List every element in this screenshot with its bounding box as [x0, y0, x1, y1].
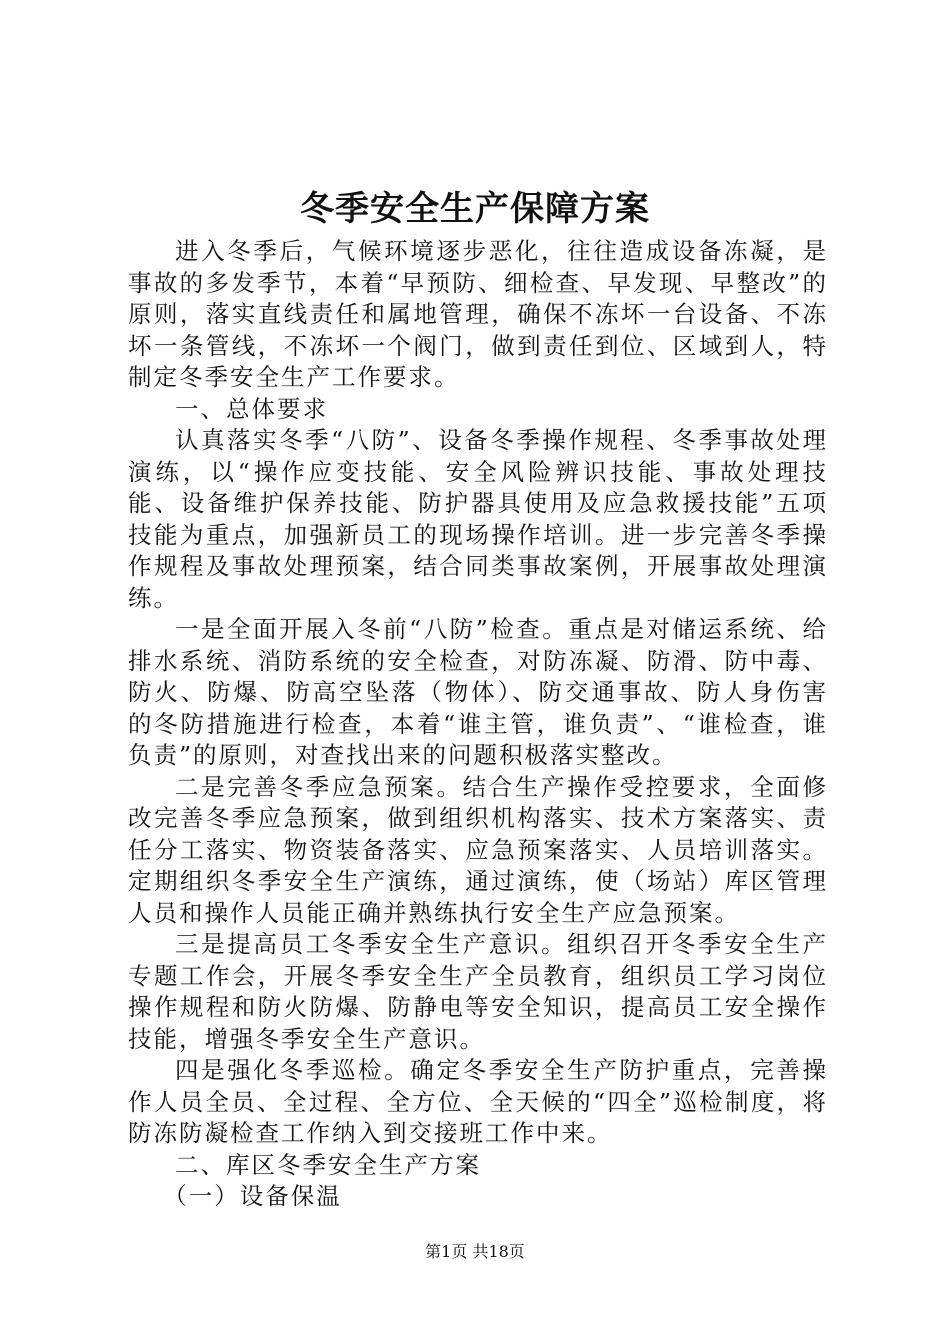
paragraph-intro: 进入冬季后，气候环境逐步恶化，往往造成设备冻凝，是事故的多发季节，本着“早预防、细检查、早发现、早整改”的原则，落实直线责任和属地管理，确保不冻坏一台设备、不冻坏一条管线，不冻坏一个阀门，做到责任到位、区域到人，特制定冬季安全生产工作要求。 — [128, 237, 828, 391]
subheading-equipment-insulation: （一）设备保温 — [163, 1182, 342, 1210]
document-body — [128, 236, 828, 1213]
heading-general-requirements: 一、总体要求 — [175, 394, 328, 423]
paragraph-point-three: 三是提高员工冬季安全生产意识。组织召开冬季安全生产专题工作会，开展冬季安全生产全员教育，组织员工学习岗位操作规程和防火防爆、防静电等安全知识，提高员工安全操作技能，增强冬季安全生产意识。 — [128, 930, 828, 1053]
paragraph-point-one: 一是全面开展入冬前“八防”检查。重点是对储运系统、给排水系统、消防系统的安全检查，对防冻凝、防滑、防中毒、防火、防爆、防高空坠落（物体）、防交通事故、防人身伤害的冬防措施进行检查，本着“谁主管，谁负责”、“谁检查，谁负责”的原则，对查找出来的问题积极落实整改。 — [128, 615, 828, 769]
page-number-footer: 第1页 共18页 — [425, 1242, 525, 1261]
paragraph-point-four: 四是强化冬季巡检。确定冬季安全生产防护重点，完善操作人员全员、全过程、全方位、全天候的“四全”巡检制度，将防冻防凝检查工作纳入到交接班工作中来。 — [128, 1056, 828, 1147]
document-title: 冬季安全生产保障方案 — [300, 189, 650, 229]
paragraph-point-two: 二是完善冬季应急预案。结合生产操作受控要求，全面修改完善冬季应急预案，做到组织机构落实、技术方案落实、责任分工落实、物资装备落实、应急预案落实、人员培训落实。定期组织冬季安全生产演练，通过演练，使（场站）库区管理人员和操作人员能正确并熟练执行安全生产应急预案。 — [128, 772, 828, 927]
heading-depot-plan: 二、库区冬季安全生产方案 — [175, 1150, 481, 1179]
paragraph-general-requirements: 认真落实冬季“八防”、设备冬季操作规程、冬季事故处理演练，以“操作应变技能、安全风险辨识技能、事故处理技能、设备维护保养技能、防护器具使用及应急救援技能”五项技能为重点，加强新员工的现场操作培训。进一步完善冬季操作规程及事故处理预案，结合同类事故案例，开展事故处理演练。 — [128, 426, 828, 612]
